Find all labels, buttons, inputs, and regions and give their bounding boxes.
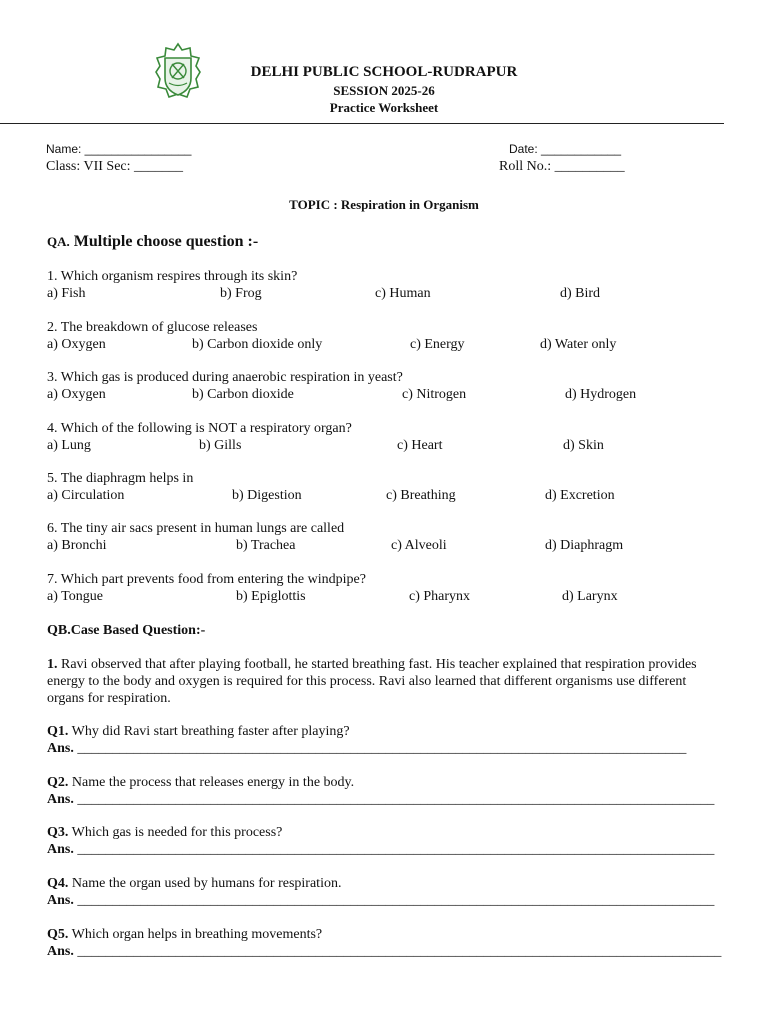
answer-line-4[interactable] — [47, 893, 714, 909]
answer-line-5[interactable] — [47, 944, 721, 960]
mcq-question-6: 6. The tiny air sacs present in human lungs are called — [47, 521, 345, 536]
case-number: 1. — [47, 657, 58, 672]
case-question-3 — [47, 825, 282, 841]
section-a-label: QA. — [47, 234, 70, 249]
answer-blank[interactable]: _______________________________________________________________________________________ — [77, 741, 687, 756]
school-name: DELHI PUBLIC SCHOOL-RUDRAPUR — [250, 64, 518, 80]
mcq-question-5: 5. The diaphragm helps in — [47, 471, 194, 486]
header-divider — [0, 123, 724, 124]
class-field[interactable]: Class: VII Sec: _______ — [46, 159, 184, 174]
mcq-7-option-b[interactable]: b) Epiglottis — [236, 589, 306, 604]
mcq-4-option-c[interactable]: c) Heart — [397, 438, 443, 453]
mcq-3-option-b[interactable]: b) Carbon dioxide — [192, 387, 294, 402]
mcq-6-option-d[interactable]: d) Diaphragm — [545, 538, 624, 553]
answer-label: Ans. — [47, 842, 74, 857]
mcq-1-option-c[interactable]: c) Human — [375, 286, 431, 301]
roll-field[interactable]: Roll No.: __________ — [499, 159, 625, 174]
mcq-5-option-d[interactable]: d) Excretion — [545, 488, 615, 503]
mcq-5-option-a[interactable]: a) Circulation — [47, 488, 125, 503]
case-question-number: Q3. — [47, 825, 69, 840]
case-question-text: Name the organ used by humans for respiration. — [71, 876, 342, 891]
case-question-number: Q2. — [47, 775, 69, 790]
section-a-heading — [47, 233, 258, 251]
mcq-question-3: 3. Which gas is produced during anaerobic respiration in yeast? — [47, 370, 403, 385]
mcq-7-option-a[interactable]: a) Tongue — [47, 589, 103, 604]
mcq-1-option-a[interactable]: a) Fish — [47, 286, 86, 301]
case-question-number: Q1. — [47, 724, 69, 739]
mcq-6-option-b[interactable]: b) Trachea — [236, 538, 296, 553]
mcq-question-7: 7. Which part prevents food from entering the windpipe? — [47, 572, 366, 587]
topic-heading: TOPIC : Respiration in Organism — [289, 197, 479, 212]
answer-blank[interactable]: ___________________________________________________________________________________________ — [77, 792, 715, 807]
answer-line-3[interactable] — [47, 842, 714, 858]
answer-blank[interactable]: ___________________________________________________________________________________________ — [77, 893, 715, 908]
section-b-heading: QB.Case Based Question:- — [47, 623, 206, 638]
mcq-3-option-c[interactable]: c) Nitrogen — [402, 387, 467, 402]
case-question-number: Q5. — [47, 927, 69, 942]
mcq-question-2: 2. The breakdown of glucose releases — [47, 320, 258, 335]
case-question-4 — [47, 876, 341, 892]
case-question-text: Name the process that releases energy in the body. — [71, 775, 355, 790]
mcq-7-option-d[interactable]: d) Larynx — [562, 589, 618, 604]
mcq-5-option-b[interactable]: b) Digestion — [232, 488, 302, 503]
mcq-6-option-a[interactable]: a) Bronchi — [47, 538, 107, 553]
mcq-4-option-b[interactable]: b) Gills — [199, 438, 242, 453]
answer-label: Ans. — [47, 741, 74, 756]
mcq-6-option-c[interactable]: c) Alveoli — [391, 538, 447, 553]
mcq-1-option-d[interactable]: d) Bird — [560, 286, 601, 301]
case-question-1 — [47, 724, 350, 740]
mcq-3-option-d[interactable]: d) Hydrogen — [565, 387, 637, 402]
answer-blank[interactable]: ___________________________________________________________________________________________ — [77, 842, 715, 857]
mcq-1-option-b[interactable]: b) Frog — [220, 286, 262, 301]
answer-label: Ans. — [47, 944, 74, 959]
answer-blank[interactable]: ____________________________________________________________________________________________ — [77, 944, 722, 959]
mcq-question-1: 1. Which organism respires through its skin? — [47, 269, 298, 284]
case-question-number: Q4. — [47, 876, 69, 891]
answer-line-2[interactable] — [47, 792, 714, 808]
section-a-title: Multiple choose question :- — [73, 233, 259, 250]
session-label: SESSION 2025-26 — [333, 83, 435, 98]
mcq-2-option-d[interactable]: d) Water only — [540, 337, 617, 352]
mcq-3-option-a[interactable]: a) Oxygen — [47, 387, 106, 402]
case-question-2 — [47, 775, 354, 791]
name-field[interactable]: Name: ________________ — [46, 142, 192, 156]
date-field[interactable]: Date: ____________ — [509, 142, 622, 156]
worksheet-label: Practice Worksheet — [329, 100, 439, 115]
case-question-text: Why did Ravi start breathing faster after playing? — [71, 724, 350, 739]
mcq-4-option-a[interactable]: a) Lung — [47, 438, 91, 453]
mcq-4-option-d[interactable]: d) Skin — [563, 438, 604, 453]
answer-label: Ans. — [47, 893, 74, 908]
mcq-2-option-a[interactable]: a) Oxygen — [47, 337, 106, 352]
case-question-text: Which gas is needed for this process? — [71, 825, 283, 840]
case-question-5 — [47, 927, 322, 943]
mcq-question-4: 4. Which of the following is NOT a respiratory organ? — [47, 421, 352, 436]
answer-label: Ans. — [47, 792, 74, 807]
mcq-2-option-b[interactable]: b) Carbon dioxide only — [192, 337, 323, 352]
mcq-7-option-c[interactable]: c) Pharynx — [409, 589, 471, 604]
mcq-5-option-c[interactable]: c) Breathing — [386, 488, 456, 503]
case-text: Ravi observed that after playing football, he started breathing fast. His teacher explained that respiration provides energy to the body and oxygen is required for this process. Ravi also learned that different organisms use different organs for respiration. — [47, 657, 697, 706]
case-paragraph — [47, 656, 723, 707]
mcq-2-option-c[interactable]: c) Energy — [410, 337, 465, 352]
case-question-text: Which organ helps in breathing movements? — [71, 927, 323, 942]
answer-line-1[interactable] — [47, 741, 686, 757]
